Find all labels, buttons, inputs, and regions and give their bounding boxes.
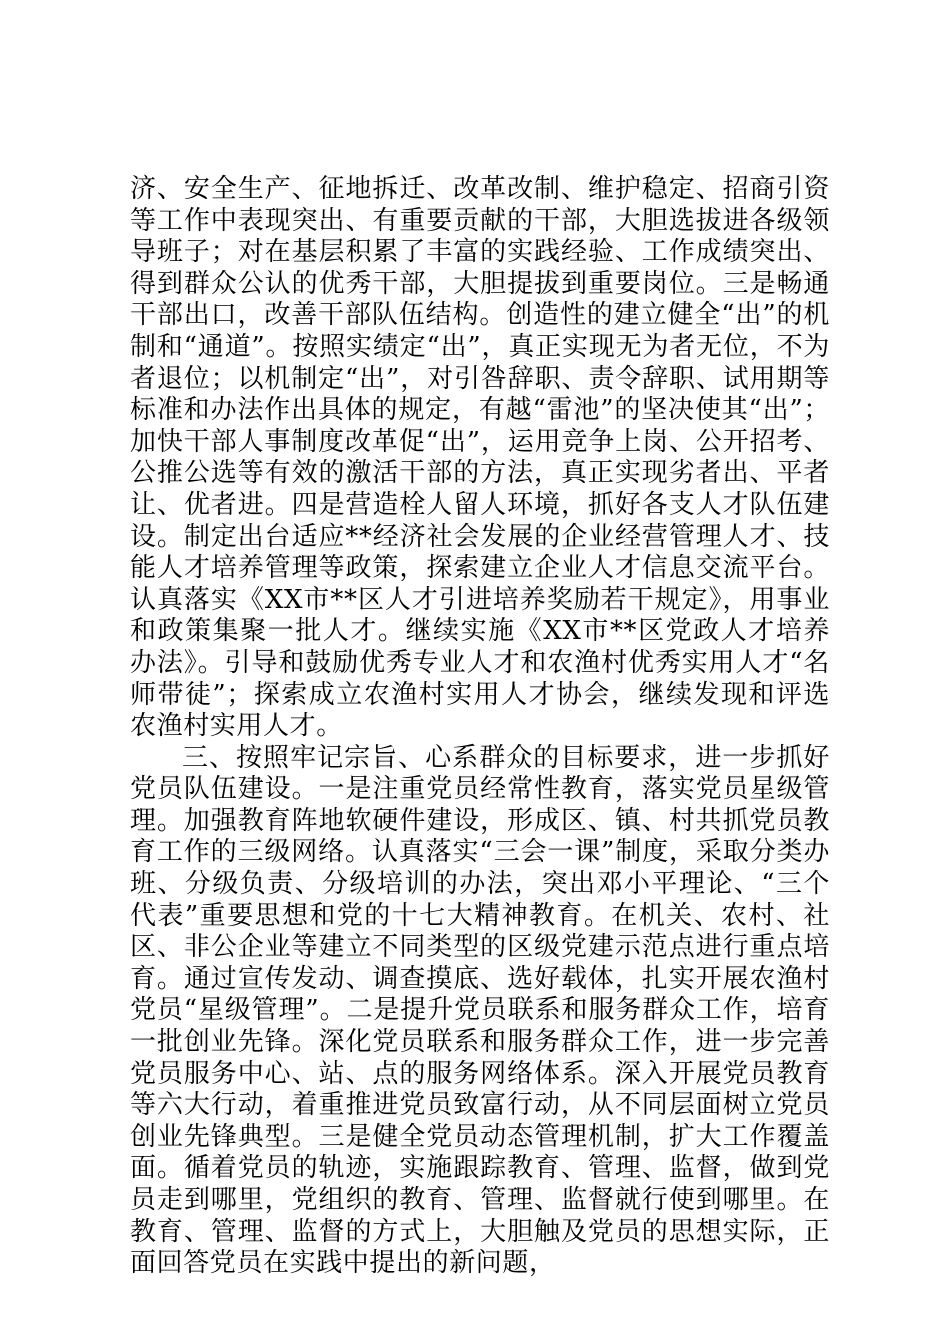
paragraph-section-three: 三、按照牢记宗旨、心系群众的目标要求，进一步抓好党员队伍建设。一是注重党员经常性教育，落实党员星级管理。加强教育阵地软硬件建设，形成区、镇、村共抓党员教育工作的三级网络。认真落实“三会一课”制度，采取分类办班、分级负责、分级培训的办法，突出邓小平理论、“三个代表”重要思想和党的十七大精神教育。在机关、农村、社区、非公企业等建立不同类型的区级党建示范点进行重点培育。通过宣传发动、调查摸底、选好载体，扎实开展农渔村党员“星级管理”。二是提升党员联系和服务群众工作，培育一批创业先锋。深化党员联系和服务群众工作，进一步完善党员服务中心、站、点的服务网络体系。深入开展党员教育等六大行动，着重推进党员致富行动，从不同层面树立党员创业先锋典型。三是健全党员动态管理机制，扩大工作覆盖面。循着党员的轨迹，实施跟踪教育、管理、监督，做到党员走到哪里，党组织的教育、管理、监督就行使到哪里。在教育、管理、监督的方式上，大胆触及党员的思想实际，正面回答党员在实践中提出的新问题，: [130, 742, 830, 1279]
paragraph-continuation: 济、安全生产、征地拆迁、改革改制、维护稳定、招商引资等工作中表现突出、有重要贡献的干部，大胆选拔进各级领导班子；对在基层积累了丰富的实践经验、工作成绩突出、得到群众公认的优秀干部，大胆提拔到重要岗位。三是畅通干部出口，改善干部队伍结构。创造性的建立健全“出”的机制和“通道”。按照实绩定“出”，真正实现无为者无位，不为者退位；以机制定“出”，对引咎辞职、责令辞职、试用期等标准和办法作出具体的规定，有越“雷池”的坚决使其“出”；加快干部人事制度改革促“出”，运用竞争上岗、公开招考、公推公选等有效的激活干部的方法，真正实现劣者出、平者让、优者进。四是营造栓人留人环境，抓好各支人才队伍建设。制定出台适应**经济社会发展的企业经营管理人才、技能人才培养管理等政策，探索建立企业人才信息交流平台。认真落实《XX市**区人才引进培养奖励若干规定》，用事业和政策集聚一批人才。继续实施《XX市**区党政人才培养办法》。引导和鼓励优秀专业人才和农渔村优秀实用人才“名师带徒”；探索成立农渔村实用人才协会，继续发现和评选农渔村实用人才。: [130, 174, 830, 742]
document-body: [130, 174, 830, 1280]
